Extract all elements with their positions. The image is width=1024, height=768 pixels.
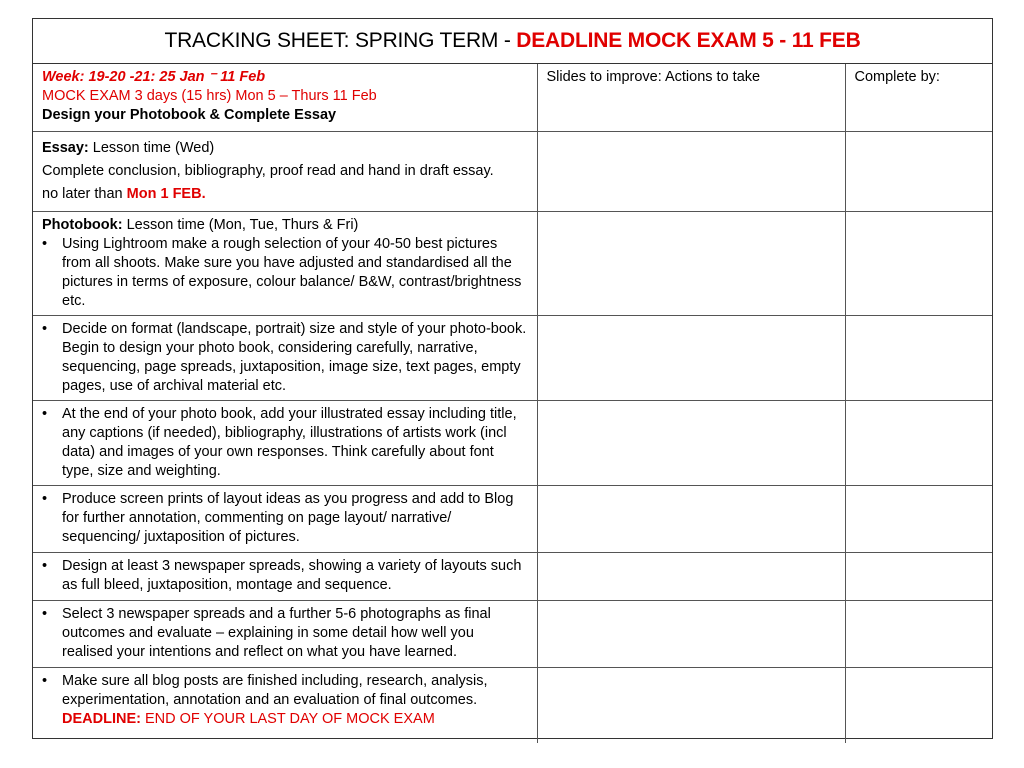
actions-header: Slides to improve: Actions to take: [537, 64, 845, 131]
actions-cell[interactable]: [537, 667, 845, 743]
task-text: Select 3 newspaper spreads and a further 5-6 photographs as final outcomes and evaluate – explaining in some detail how well you realised your intentions and reflect on what you have learned.: [62, 605, 491, 660]
complete-by-cell[interactable]: [845, 667, 992, 743]
task-cell: [33, 600, 537, 667]
complete-by-header: Complete by:: [845, 64, 992, 131]
mock-exam-line: MOCK EXAM 3 days (15 hrs) Mon 5 – Thurs 11 Feb: [42, 88, 377, 104]
bullet-icon: •: [42, 490, 48, 507]
complete-by-cell[interactable]: [845, 211, 992, 315]
title-deadline: DEADLINE MOCK EXAM 5 - 11 FEB: [516, 29, 861, 52]
essay-instruction: Complete conclusion, bibliography, proof read and hand in draft essay.: [42, 162, 494, 179]
task-text: Make sure all blog posts are finished including, research, analysis, experimentation, annotation and an evaluation of final outcomes.: [62, 672, 488, 708]
design-line: Design your Photobook & Complete Essay: [42, 107, 337, 123]
photobook-cell: [33, 211, 537, 315]
week-cell: [33, 64, 537, 131]
actions-cell[interactable]: [537, 211, 845, 315]
table-row: [33, 667, 992, 743]
complete-by-cell[interactable]: [845, 315, 992, 400]
actions-cell[interactable]: [537, 131, 845, 211]
week-line: Week: 19-20 -21: 25 Jan ⁻ 11 Feb: [42, 69, 266, 85]
task-text: Design at least 3 newspaper spreads, showing a variety of layouts such as full bleed, juxtaposition, montage and sequence.: [62, 557, 522, 593]
deadline-text: END OF YOUR LAST DAY OF MOCK EXAM: [140, 710, 435, 727]
actions-cell[interactable]: [537, 485, 845, 552]
table-row: [33, 552, 992, 600]
tracking-sheet: [32, 18, 993, 739]
essay-cell: [33, 131, 537, 211]
actions-cell[interactable]: [537, 552, 845, 600]
task-cell: [33, 485, 537, 552]
table-row: [33, 131, 992, 211]
complete-by-cell[interactable]: [845, 400, 992, 485]
table-row: [33, 211, 992, 315]
bullet-icon: •: [42, 320, 48, 337]
actions-cell[interactable]: [537, 315, 845, 400]
task-text: Produce screen prints of layout ideas as you progress and add to Blog for further annotation, commenting on page layout/ narrative/ sequencing/ juxtaposition of pictures.: [62, 490, 514, 545]
task-cell: [33, 552, 537, 600]
complete-by-cell[interactable]: [845, 131, 992, 211]
photobook-lesson: Lesson time (Mon, Tue, Thurs & Fri): [122, 216, 359, 233]
complete-by-cell[interactable]: [845, 552, 992, 600]
table-header-row: [33, 64, 992, 131]
task-text: Decide on format (landscape, portrait) size and style of your photo-book. Begin to design your photo book, considering carefully, narrative, sequencing, page spreads, juxtaposition, image size, text pages, empty pages, use of archival material etc.: [62, 320, 527, 394]
essay-deadline-prefix: no later than: [42, 185, 127, 202]
table-row: [33, 400, 992, 485]
bullet-icon: •: [42, 557, 48, 574]
task-text: Using Lightroom make a rough selection of your 40-50 best pictures from all shoots. Make sure you have adjusted and standardised all the pictures in terms of exposure, colour balance/ B&W, contrast/brightness etc.: [62, 235, 522, 309]
page-title: [33, 19, 992, 64]
photobook-label: Photobook:: [42, 216, 123, 233]
tracking-table: [33, 64, 992, 743]
essay-label: Essay:: [42, 139, 89, 156]
bullet-icon: •: [42, 672, 48, 689]
task-cell: [33, 315, 537, 400]
actions-cell[interactable]: [537, 400, 845, 485]
table-row: [33, 485, 992, 552]
title-prefix: TRACKING SHEET: SPRING TERM -: [164, 29, 517, 52]
table-row: [33, 315, 992, 400]
actions-cell[interactable]: [537, 600, 845, 667]
task-cell: [33, 667, 537, 743]
essay-deadline: Mon 1 FEB.: [126, 185, 206, 202]
task-cell: [33, 400, 537, 485]
complete-by-cell[interactable]: [845, 485, 992, 552]
bullet-icon: •: [42, 605, 48, 622]
bullet-icon: •: [42, 405, 48, 422]
table-row: [33, 600, 992, 667]
task-text: At the end of your photo book, add your illustrated essay including title, any captions (if needed), bibliography, illustrations of artists work (incl data) and images of your own responses. Think carefully about font type, size and weighting.: [62, 405, 517, 479]
deadline-label: DEADLINE:: [62, 710, 141, 727]
essay-lesson: Lesson time (Wed): [88, 139, 215, 156]
complete-by-cell[interactable]: [845, 600, 992, 667]
bullet-icon: •: [42, 235, 48, 252]
